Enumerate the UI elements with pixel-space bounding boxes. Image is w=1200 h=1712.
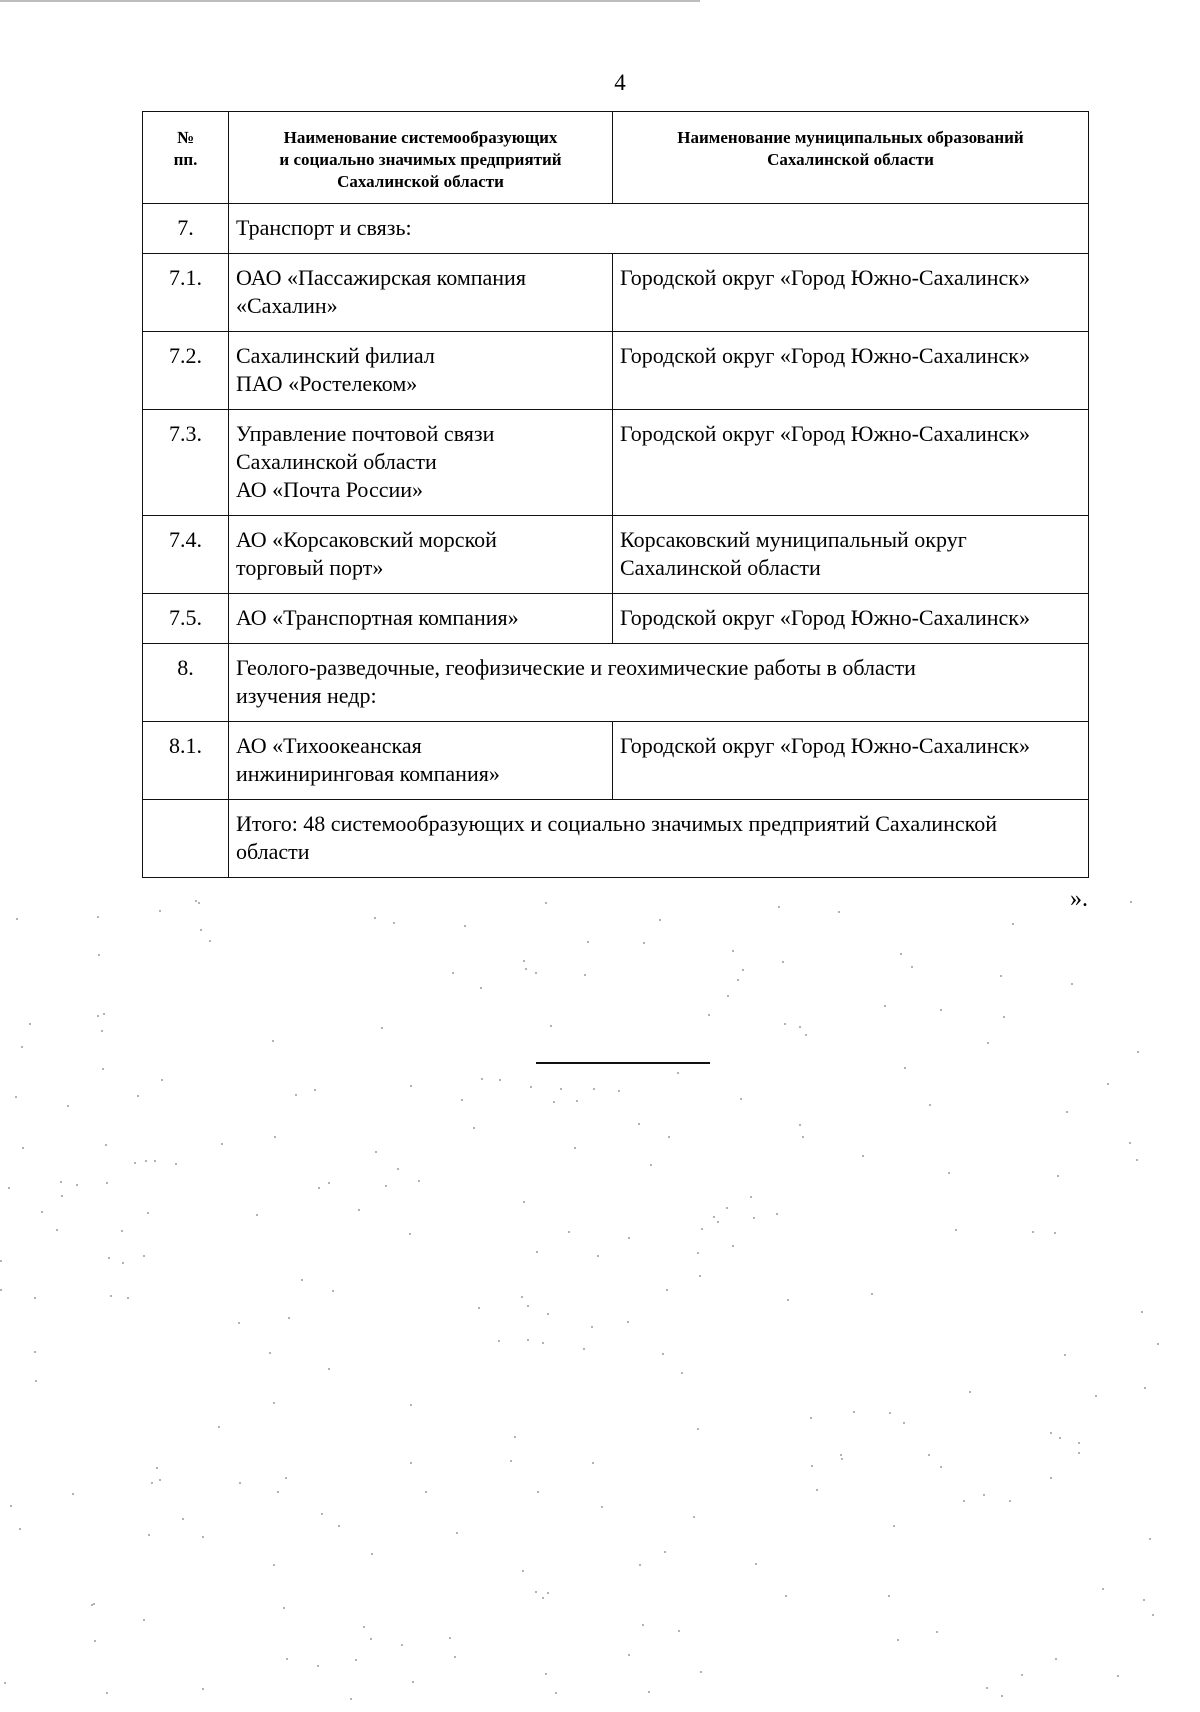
row-number: 8. — [143, 644, 229, 722]
section-heading: Геолого-разведочные, геофизические и геохимические работы в области изучения недр: — [229, 644, 1089, 722]
header-enterprise: Наименование системообразующих и социально значимых предприятий Сахалинской области — [229, 112, 613, 204]
municipality-name: Городской округ «Город Южно-Сахалинск» — [613, 332, 1089, 410]
enterprise-name: ОАО «Пассажирская компания «Сахалин» — [229, 254, 613, 332]
row-number: 7.1. — [143, 254, 229, 332]
table-row — [143, 594, 1089, 644]
enterprises-table — [142, 111, 1089, 878]
page-number: 4 — [614, 70, 626, 95]
closing-quote-mark: ». — [1070, 886, 1088, 912]
municipality-name: Городской округ «Город Южно-Сахалинск» — [613, 594, 1089, 644]
table-row — [143, 332, 1089, 410]
enterprise-name: АО «Транспортная компания» — [229, 594, 613, 644]
municipality-name: Корсаковский муниципальный округ Сахалинской области — [613, 516, 1089, 594]
row-number — [143, 800, 229, 878]
row-number: 7.3. — [143, 410, 229, 516]
row-number: 7.2. — [143, 332, 229, 410]
header-municipality: Наименование муниципальных образований Сахалинской области — [613, 112, 1089, 204]
section-heading: Транспорт и связь: — [229, 204, 1089, 254]
section-heading: Итого: 48 системообразующих и социально значимых предприятий Сахалинской области — [229, 800, 1089, 878]
table-row — [143, 204, 1089, 254]
table-row — [143, 722, 1089, 800]
table-row — [143, 254, 1089, 332]
scan-edge-line — [0, 0, 700, 2]
enterprise-name: Управление почтовой связи Сахалинской области АО «Почта России» — [229, 410, 613, 516]
municipality-name: Городской округ «Город Южно-Сахалинск» — [613, 254, 1089, 332]
table-row — [143, 516, 1089, 594]
table-row — [143, 800, 1089, 878]
row-number: 8.1. — [143, 722, 229, 800]
table-row — [143, 644, 1089, 722]
row-number: 7.4. — [143, 516, 229, 594]
enterprise-name: АО «Тихоокеанская инжиниринговая компания» — [229, 722, 613, 800]
enterprise-name: Сахалинский филиал ПАО «Ростелеком» — [229, 332, 613, 410]
row-number: 7. — [143, 204, 229, 254]
table-header-row — [143, 112, 1089, 204]
municipality-name: Городской округ «Город Южно-Сахалинск» — [613, 410, 1089, 516]
municipality-name: Городской округ «Город Южно-Сахалинск» — [613, 722, 1089, 800]
table-body — [143, 204, 1089, 878]
row-number: 7.5. — [143, 594, 229, 644]
table-row — [143, 410, 1089, 516]
end-of-document-rule — [536, 1062, 710, 1064]
enterprise-name: АО «Корсаковский морской торговый порт» — [229, 516, 613, 594]
header-num: № пп. — [143, 112, 229, 204]
